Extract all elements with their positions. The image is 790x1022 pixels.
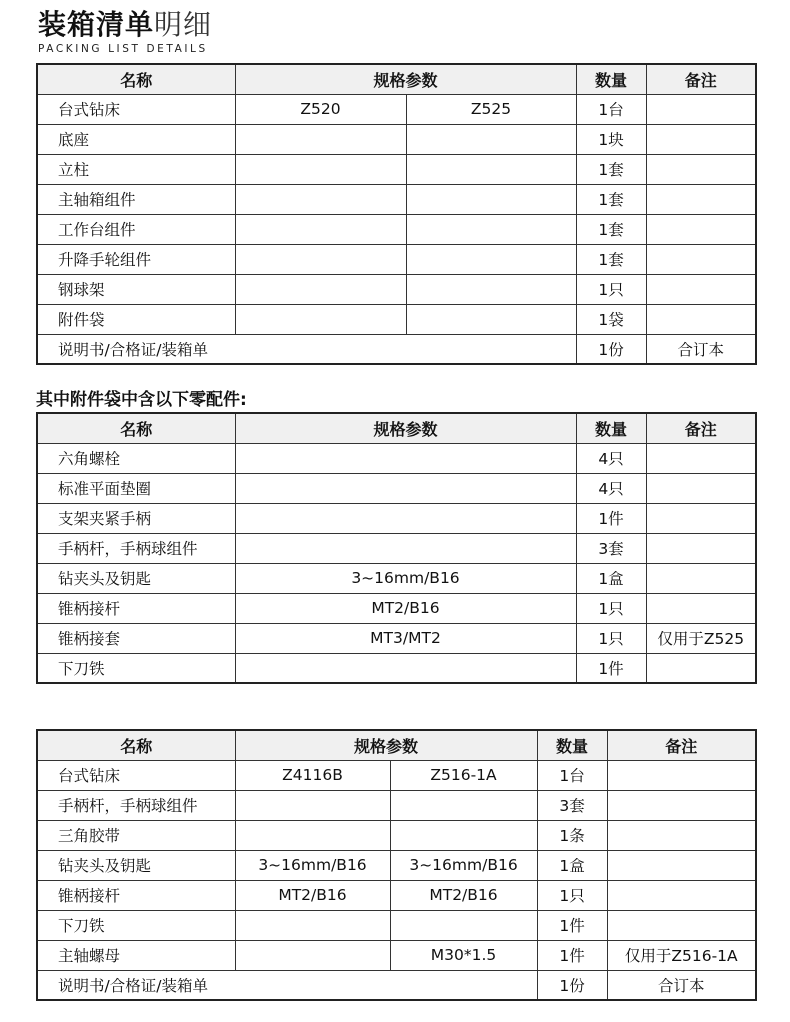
- item-name: 六角螺栓: [37, 443, 235, 473]
- item-note: [646, 563, 756, 593]
- item-note: [646, 653, 756, 683]
- table-row: [37, 910, 756, 940]
- item-note: 仅用于Z525: [646, 623, 756, 653]
- header-spec: 规格参数: [235, 413, 576, 443]
- item-spec: 3~16mm/B16: [235, 563, 576, 593]
- table-row: [37, 443, 756, 473]
- item-note: [646, 214, 756, 244]
- table-row: [37, 653, 756, 683]
- item-qty: 1盒: [537, 850, 607, 880]
- item-note: [607, 850, 756, 880]
- page-subtitle: PACKING LIST DETAILS: [38, 43, 208, 55]
- item-spec: [235, 653, 576, 683]
- table-row: [37, 563, 756, 593]
- packing-table-2: [36, 412, 757, 684]
- item-note: [646, 473, 756, 503]
- item-name: 主轴箱组件: [37, 184, 235, 214]
- item-qty: 1份: [537, 970, 607, 1000]
- item-spec: 3~16mm/B16: [390, 850, 537, 880]
- item-note: [646, 503, 756, 533]
- item-qty: 1条: [537, 820, 607, 850]
- table-row: [37, 124, 756, 154]
- item-qty: 1台: [576, 94, 646, 124]
- accessory-subheading: 其中附件袋中含以下零配件:: [36, 390, 247, 410]
- item-note: [607, 910, 756, 940]
- table-row: [37, 533, 756, 563]
- item-qty: 1只: [576, 593, 646, 623]
- item-name: 锥柄接杆: [37, 880, 235, 910]
- item-name: 说明书/合格证/装箱单: [37, 334, 576, 364]
- item-qty: 1件: [576, 653, 646, 683]
- header-note: 备注: [646, 64, 756, 94]
- table-row: [37, 214, 756, 244]
- item-spec: 3~16mm/B16: [235, 850, 390, 880]
- item-spec: Z516-1A: [390, 760, 537, 790]
- item-qty: 3套: [576, 533, 646, 563]
- item-note: [646, 304, 756, 334]
- item-qty: 1件: [537, 910, 607, 940]
- item-spec: [406, 304, 576, 334]
- item-note: [607, 820, 756, 850]
- table-row: [37, 274, 756, 304]
- item-note: 仅用于Z516-1A: [607, 940, 756, 970]
- item-name: 台式钻床: [37, 760, 235, 790]
- item-spec: [406, 184, 576, 214]
- item-spec: [406, 214, 576, 244]
- item-name: 锥柄接套: [37, 623, 235, 653]
- title-light: 明细: [154, 8, 213, 41]
- item-qty: 1只: [576, 274, 646, 304]
- item-spec: [390, 910, 537, 940]
- item-qty: 1套: [576, 154, 646, 184]
- header-qty: 数量: [576, 413, 646, 443]
- table-row: [37, 334, 756, 364]
- page-title: [38, 8, 212, 42]
- item-name: 主轴螺母: [37, 940, 235, 970]
- item-spec: [235, 184, 406, 214]
- item-name: 下刀铁: [37, 910, 235, 940]
- item-qty: 1件: [537, 940, 607, 970]
- item-name: 三角胶带: [37, 820, 235, 850]
- item-spec: [235, 820, 390, 850]
- item-note: [646, 533, 756, 563]
- item-name: 底座: [37, 124, 235, 154]
- item-spec: Z520: [235, 94, 406, 124]
- item-spec: [235, 304, 406, 334]
- table-row: [37, 623, 756, 653]
- item-name: 下刀铁: [37, 653, 235, 683]
- header-name: 名称: [37, 413, 235, 443]
- table-row: [37, 850, 756, 880]
- item-qty: 1袋: [576, 304, 646, 334]
- item-name: 钢球架: [37, 274, 235, 304]
- header-spec: 规格参数: [235, 64, 576, 94]
- item-qty: 4只: [576, 443, 646, 473]
- table-row: [37, 760, 756, 790]
- item-spec: MT2/B16: [235, 880, 390, 910]
- item-qty: 4只: [576, 473, 646, 503]
- table-row: [37, 473, 756, 503]
- item-note: [646, 94, 756, 124]
- item-spec: [390, 820, 537, 850]
- item-name: 工作台组件: [37, 214, 235, 244]
- item-note: 合订本: [646, 334, 756, 364]
- item-name: 附件袋: [37, 304, 235, 334]
- table-row: [37, 154, 756, 184]
- item-spec: Z4116B: [235, 760, 390, 790]
- item-qty: 1件: [576, 503, 646, 533]
- item-spec: [235, 244, 406, 274]
- item-qty: 1套: [576, 184, 646, 214]
- item-spec: [406, 124, 576, 154]
- item-spec: [235, 214, 406, 244]
- item-note: [646, 184, 756, 214]
- item-qty: 1块: [576, 124, 646, 154]
- item-spec: MT2/B16: [235, 593, 576, 623]
- item-note: [646, 274, 756, 304]
- header-qty: 数量: [576, 64, 646, 94]
- item-name: 钻夹头及钥匙: [37, 563, 235, 593]
- header-name: 名称: [37, 64, 235, 94]
- item-name: 支架夹紧手柄: [37, 503, 235, 533]
- header-note: 备注: [646, 413, 756, 443]
- item-spec: M30*1.5: [390, 940, 537, 970]
- item-spec: [406, 274, 576, 304]
- item-name: 立柱: [37, 154, 235, 184]
- item-name: 说明书/合格证/装箱单: [37, 970, 537, 1000]
- table-row: [37, 593, 756, 623]
- table-row: [37, 940, 756, 970]
- item-qty: 1台: [537, 760, 607, 790]
- item-name: 台式钻床: [37, 94, 235, 124]
- table-row: [37, 503, 756, 533]
- header-name: 名称: [37, 730, 235, 760]
- item-spec: MT3/MT2: [235, 623, 576, 653]
- item-spec: [235, 473, 576, 503]
- table-row: [37, 304, 756, 334]
- header-qty: 数量: [537, 730, 607, 760]
- item-qty: 1套: [576, 244, 646, 274]
- item-qty: 1只: [537, 880, 607, 910]
- item-spec: [235, 503, 576, 533]
- item-spec: [235, 910, 390, 940]
- item-qty: 1只: [576, 623, 646, 653]
- item-spec: [235, 154, 406, 184]
- item-name: 锥柄接杆: [37, 593, 235, 623]
- item-qty: 3套: [537, 790, 607, 820]
- item-name: 手柄杆，手柄球组件: [37, 790, 235, 820]
- table-row: [37, 790, 756, 820]
- item-name: 升降手轮组件: [37, 244, 235, 274]
- table-row: [37, 820, 756, 850]
- item-spec: [235, 940, 390, 970]
- table-row: [37, 880, 756, 910]
- table-header-row: [37, 64, 756, 94]
- packing-table-3: [36, 729, 757, 1001]
- item-note: [646, 154, 756, 184]
- item-note: [607, 790, 756, 820]
- table-row: [37, 244, 756, 274]
- item-note: [646, 124, 756, 154]
- table-header-row: [37, 413, 756, 443]
- item-spec: Z525: [406, 94, 576, 124]
- item-qty: 1套: [576, 214, 646, 244]
- item-note: [607, 880, 756, 910]
- header-spec: 规格参数: [235, 730, 537, 760]
- item-qty: 1盒: [576, 563, 646, 593]
- item-spec: MT2/B16: [390, 880, 537, 910]
- item-name: 手柄杆，手柄球组件: [37, 533, 235, 563]
- item-name: 标准平面垫圈: [37, 473, 235, 503]
- item-spec: [235, 533, 576, 563]
- table-header-row: [37, 730, 756, 760]
- item-spec: [406, 244, 576, 274]
- packing-table-1: [36, 63, 757, 365]
- header-note: 备注: [607, 730, 756, 760]
- item-note: [646, 443, 756, 473]
- item-note: 合订本: [607, 970, 756, 1000]
- title-bold: 装箱清单: [38, 8, 155, 41]
- item-note: [646, 593, 756, 623]
- item-spec: [235, 443, 576, 473]
- item-note: [607, 760, 756, 790]
- item-note: [646, 244, 756, 274]
- table-row: [37, 184, 756, 214]
- table-row: [37, 970, 756, 1000]
- table-row: [37, 94, 756, 124]
- item-spec: [235, 274, 406, 304]
- page-title-block: [38, 8, 212, 55]
- item-name: 钻夹头及钥匙: [37, 850, 235, 880]
- item-spec: [235, 790, 390, 820]
- item-spec: [235, 124, 406, 154]
- item-spec: [406, 154, 576, 184]
- item-spec: [390, 790, 537, 820]
- item-qty: 1份: [576, 334, 646, 364]
